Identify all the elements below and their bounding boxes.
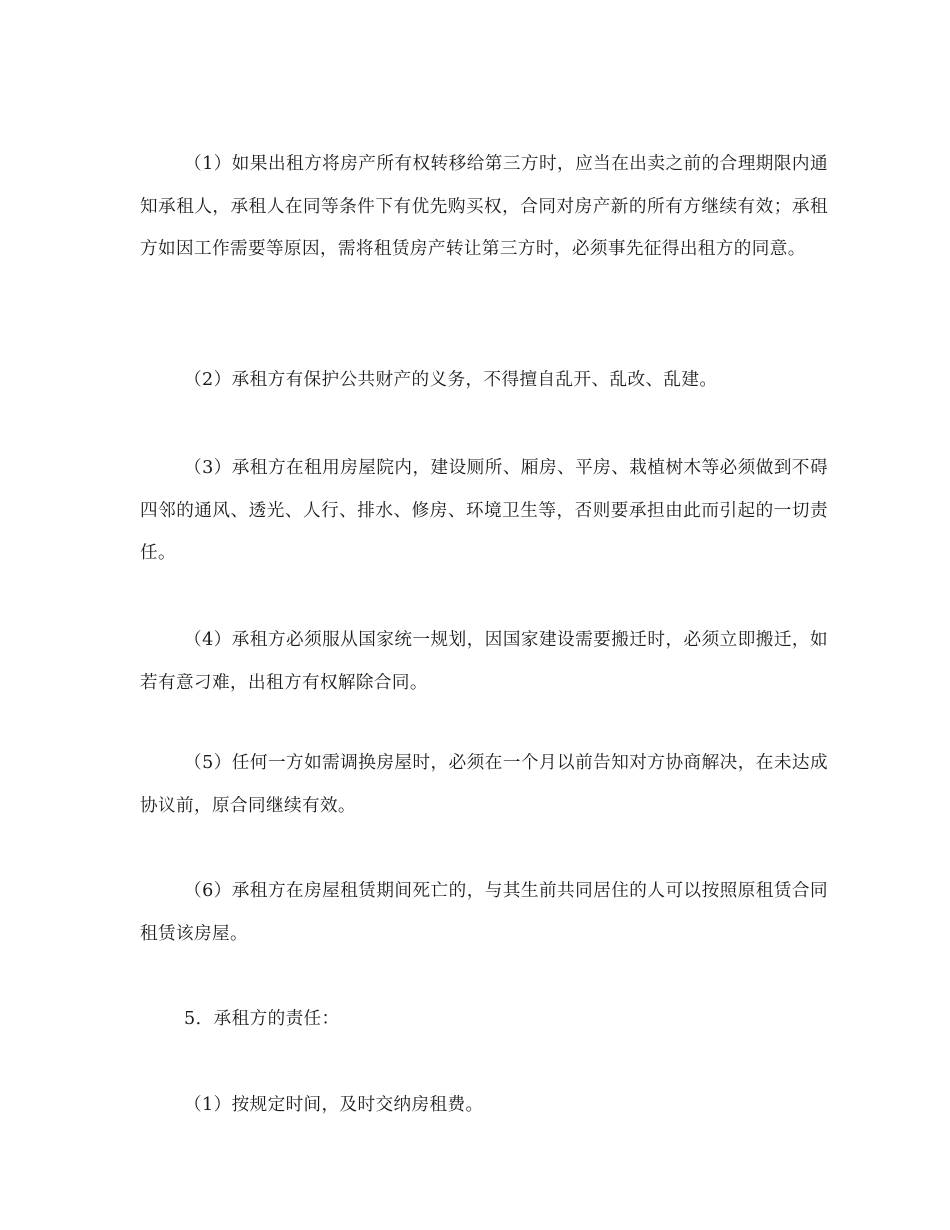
paragraph-clause-3-construction: （3）承租方在租用房屋院内，建设厕所、厢房、平房、栽植树木等必须做到不碍四邻的通风、透光、人行、排水、修房、环境卫生等，否则要承担由此而引起的一切责任。: [140, 458, 828, 563]
paragraph-responsibility-1-rent: （1）按规定时间，及时交纳房租费。: [184, 1095, 484, 1115]
paragraph-clause-5-exchange: （5）任何一方如需调换房屋时，必须在一个月以前告知对方协商解决，在未达成协议前，原合同继续有效。: [140, 753, 828, 816]
paragraph-clause-4-relocation: （4）承租方必须服从国家统一规划，因国家建设需要搬迁时，必须立即搬迁，如若有意刁难，出租方有权解除合同。: [140, 630, 828, 693]
paragraph-clause-1-ownership-transfer: （1）如果出租方将房产所有权转移给第三方时，应当在出卖之前的合理期限内通知承租人，承租人在同等条件下有优先购买权，合同对房产新的所有方继续有效；承租方如因工作需要等原因，需将租赁房产转让第三方时，必须事先征得出租方的同意。: [140, 154, 828, 259]
section-heading-tenant-responsibilities: 5．承租方的责任：: [184, 1009, 340, 1029]
paragraph-clause-6-death-of-tenant: （6）承租方在房屋租赁期间死亡的，与其生前共同居住的人可以按照原租赁合同租赁该房屋。: [140, 881, 828, 944]
paragraph-clause-2-protect-property: （2）承租方有保护公共财产的义务，不得擅自乱开、乱改、乱建。: [184, 370, 718, 390]
